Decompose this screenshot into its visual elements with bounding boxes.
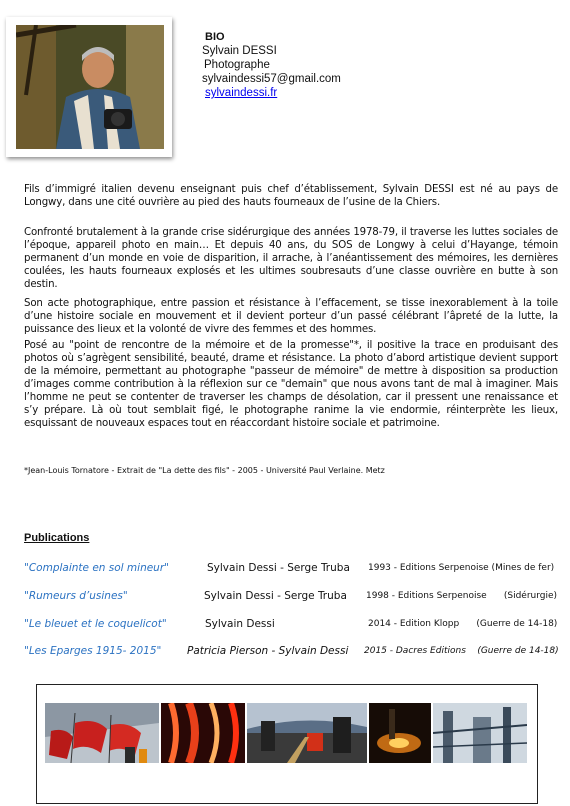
publication-authors: Patricia Pierson - Sylvain Dessi	[187, 645, 349, 657]
publication-edition: 2014 - Edition Klopp (Guerre de 14-18)	[368, 619, 558, 629]
publication-authors: Sylvain Dessi - Serge Truba	[207, 562, 350, 574]
intro-paragraph: Fils d’immigré italien devenu enseignant puis chef d’établissement, Sylvain DESSI est né au pays de Longwy, dans une cité ouvrière au pied des hauts fourneaux de l’usine de la Chiers.	[24, 184, 558, 208]
bio-heading: BIO	[205, 31, 225, 43]
crisis-paragraph: Confronté brutalement à la grande crise sidérurgique des années 1978-79, il traverse les luttes sociales de l’époque, appareil photo en main… Et depuis 40 ans, du SOS de Longwy à celui d’Hayange, témoin permanent d’un monde en voie de disparition, il arrache, à l’anéantissement des mémoires, les dernières coulées, les hauts fourneaux explosés et les ultimes soubresauts d’une classe ouvrière en butte à son destin.	[24, 227, 558, 290]
citation-footnote: *Jean-Louis Tornatore - Extrait de "La dette des fils" - 2005 - Université Paul Verlaine. Metz	[24, 466, 385, 475]
publications-heading: Publications	[24, 532, 90, 544]
bio-name: Sylvain DESSI	[202, 45, 277, 57]
publication-authors: Sylvain Dessi	[205, 618, 275, 630]
publication-edition: 1998 - Editions Serpenoise (Sidérurgie)	[366, 591, 558, 601]
industrial-site-photo	[247, 703, 367, 763]
portrait-frame	[6, 17, 172, 157]
red-neon-photo	[161, 703, 245, 763]
publication-edition: 1993 - Editions Serpenoise (Mines de fer)	[368, 563, 555, 573]
protest-flags-photo	[45, 703, 159, 763]
bio-role: Photographe	[204, 59, 270, 71]
publication-authors: Sylvain Dessi - Serge Truba	[204, 590, 347, 602]
memory-paragraph: Posé au "point de rencontre de la mémoire et de la promesse"*, il positive la trace en produisant des photos où s’agrègent sensibilité, beauté, drame et résistance. La photo d’abord artistique devient support de la mémoire, permettant au photographe "passeur de mémoire" de mettre à disposition sa production d’images comme contribution à la réflexion sur ce "demain" que nous avons tant de mal à imaginer. Mais l’homme ne peut se contenter de traverser les champs de désolation, car il pressent une renaissance et s’y prépare. Là où tout semblait figé, le photographe ranime la vie endormie, réinterprète les lieux, esquissant de nouveaux espaces tout en réaccordant histoire sociale et patrimoine.	[24, 340, 558, 429]
photo-strip	[36, 684, 538, 804]
publication-title: "Rumeurs d’usines"	[24, 590, 128, 602]
publication-title: "Complainte en sol mineur"	[24, 562, 169, 574]
portrait-photo	[16, 25, 164, 149]
blast-furnace-photo	[433, 703, 527, 763]
publication-title: "Les Eparges 1915- 2015"	[24, 645, 162, 657]
bio-website-link[interactable]: sylvaindessi.fr	[205, 87, 278, 99]
publication-title: "Le bleuet et le coquelicot"	[24, 618, 167, 630]
photographer-portrait-image	[16, 25, 164, 149]
bio-email: sylvaindessi57@gmail.com	[202, 73, 341, 85]
resistance-paragraph: Son acte photographique, entre passion et résistance à l’effacement, se tisse inexorablement à la toile d’une histoire sociale en mouvement et il devient porteur d’un passé célébrant l’âpreté de la lutte, la puissance des lieux et la volonté de vivre des femmes et des hommes.	[24, 298, 558, 335]
furnace-glow-photo	[369, 703, 431, 763]
publication-edition: 2015 - Dacres Editions (Guerre de 14-18)	[364, 646, 559, 656]
